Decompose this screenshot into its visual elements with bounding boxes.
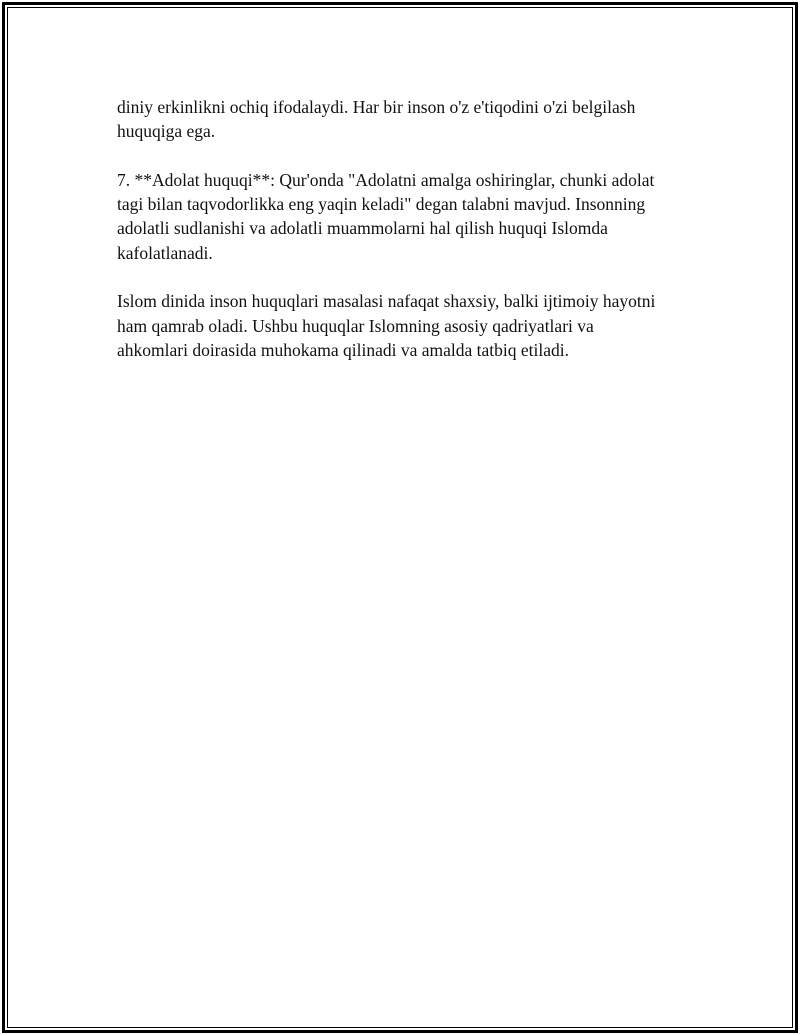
paragraph-justice-right: 7. **Adolat huquqi**: Qur'onda "Adolatni amalga oshiringlar, chunki adolat tagi bilan taqvodorlikka eng yaqin keladi" degan talabni mavjud. Insonning adolatli sudlanishi va adolatli muammolarni hal qilish huquqi Islomda kafolatlanadi.	[117, 169, 655, 263]
paragraph-religious-freedom: diniy erkinlikni ochiq ifodalaydi. Har bir inson o'z e'tiqodini o'zi belgilash huquqiga ega.	[117, 97, 636, 142]
paragraph-conclusion: Islom dinida inson huquqlari masalasi nafaqat shaxsiy, balki ijtimoiy hayotni ham qamrab oladi. Ushbu huquqlar Islomning asosiy qadriyatlari va ahkomlari doirasida muhokama qilinadi va amalda tatbiq etiladi.	[117, 291, 656, 360]
document-body	[117, 95, 717, 387]
document-page	[2, 2, 798, 1033]
